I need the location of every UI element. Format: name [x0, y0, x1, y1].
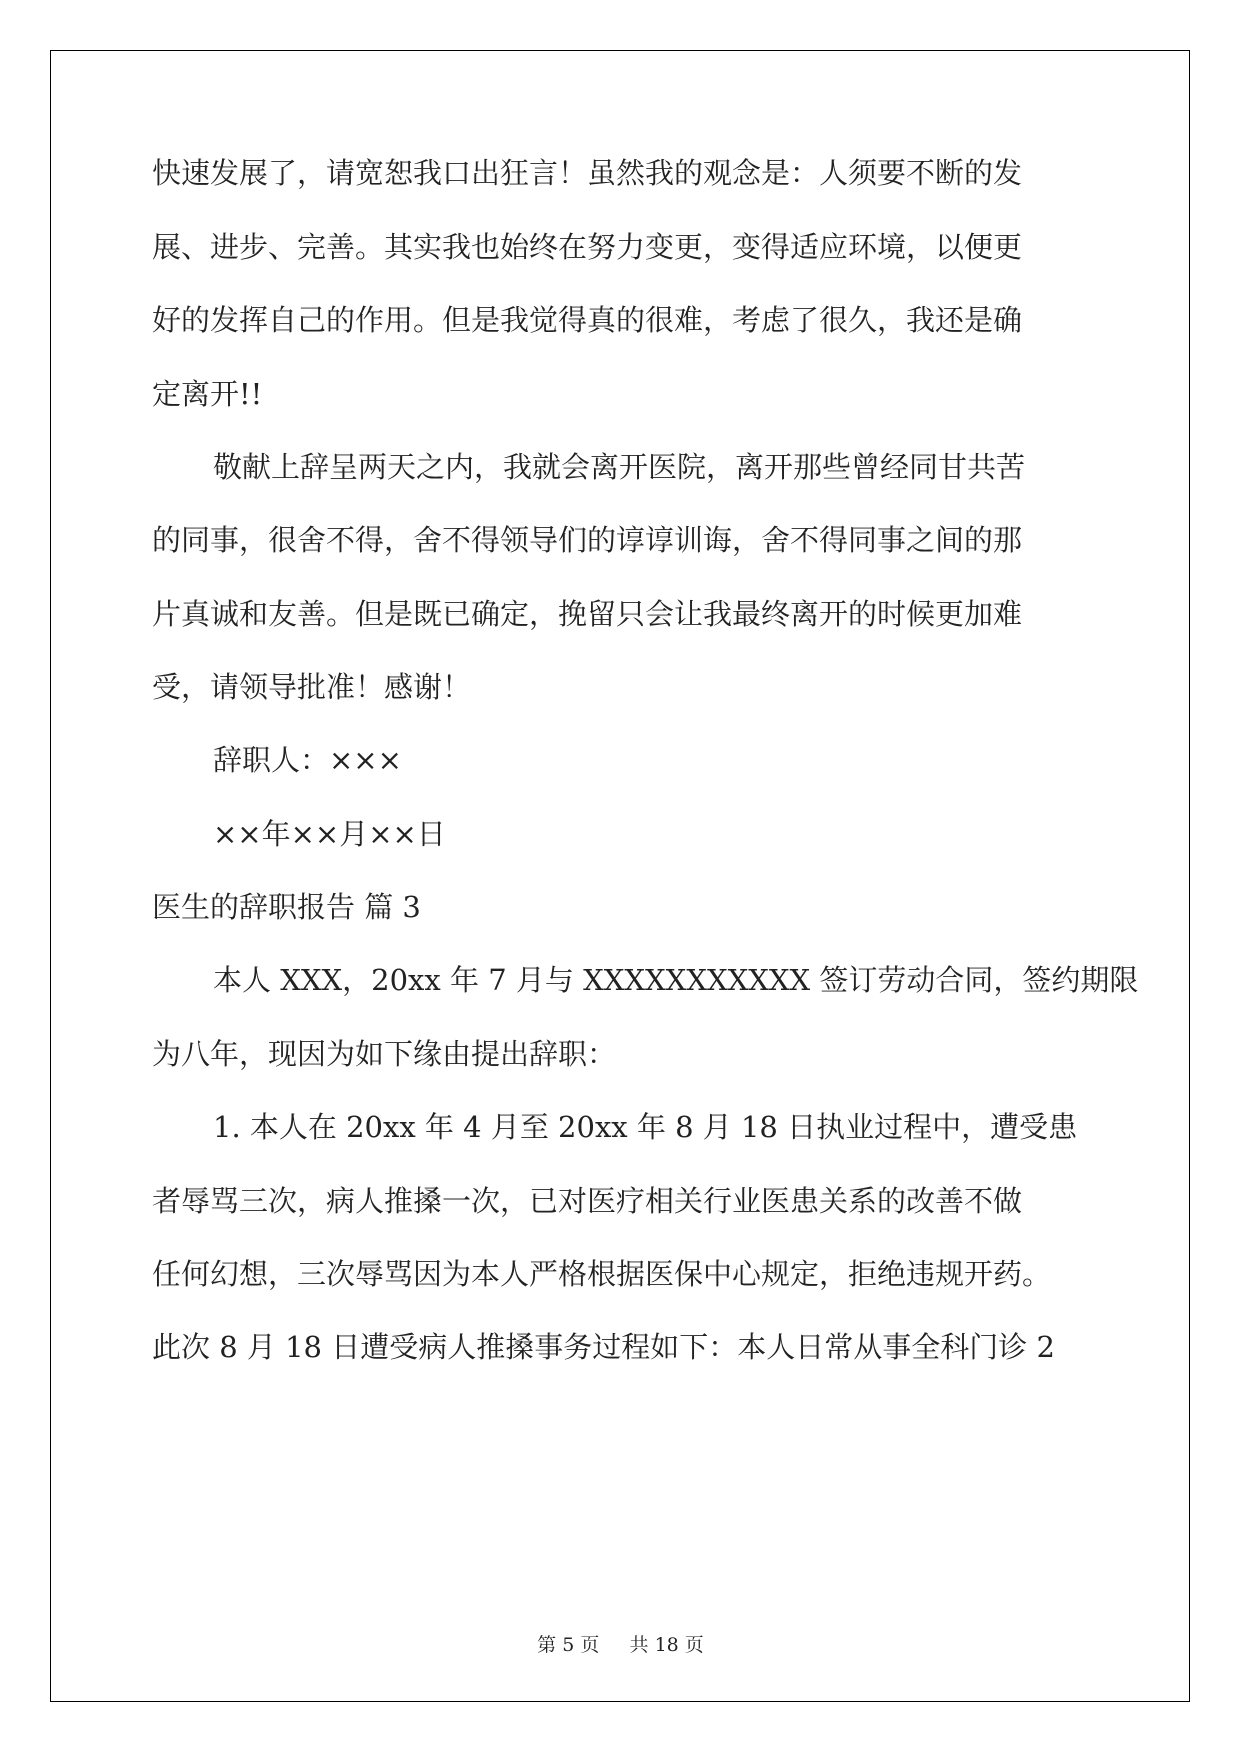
text-line: 敬献上辞呈两天之内，我就会离开医院，离开那些曾经同甘共苦: [213, 450, 1026, 484]
text-line: 1. 本人在 20xx 年 4 月至 20xx 年 8 月 18 日执业过程中，遭受患: [213, 1110, 1078, 1144]
text-line: 展、进步、完善。其实我也始终在努力变更，变得适应环境，以便更: [152, 230, 1023, 264]
page-footer: [0, 1630, 1241, 1657]
section-heading: 医生的辞职报告 篇 3: [152, 890, 421, 924]
page-total: 共 18 页: [629, 1634, 704, 1656]
page-number: 第 5 页: [537, 1634, 600, 1656]
page-border: [50, 50, 1190, 1702]
signer-line: 辞职人：×××: [213, 743, 402, 777]
text-line: 定离开!!: [152, 377, 263, 411]
text-line: 受，请领导批准！感谢！: [152, 670, 472, 704]
text-line: 为八年，现因为如下缘由提出辞职：: [152, 1037, 617, 1071]
text-line: 任何幻想，三次辱骂因为本人严格根据医保中心规定，拒绝违规开药。: [152, 1257, 1052, 1291]
text-line: 片真诚和友善。但是既已确定，挽留只会让我最终离开的时候更加难: [152, 597, 1023, 631]
text-line: 快速发展了，请宽恕我口出狂言！虽然我的观念是：人须要不断的发: [152, 156, 1023, 190]
text-line: 好的发挥自己的作用。但是我觉得真的很难，考虑了很久，我还是确: [152, 303, 1023, 337]
text-line: 者辱骂三次，病人推搡一次，已对医疗相关行业医患关系的改善不做: [152, 1184, 1023, 1218]
text-line: 此次 8 月 18 日遭受病人推搡事务过程如下：本人日常从事全科门诊 2: [152, 1330, 1055, 1364]
text-line: 本人 XXX，20xx 年 7 月与 XXXXXXXXXXX 签订劳动合同，签约期限: [213, 963, 1139, 997]
text-line: 的同事，很舍不得，舍不得领导们的谆谆训诲，舍不得同事之间的那: [152, 523, 1023, 557]
date-line: ××年××月××日: [213, 817, 446, 851]
